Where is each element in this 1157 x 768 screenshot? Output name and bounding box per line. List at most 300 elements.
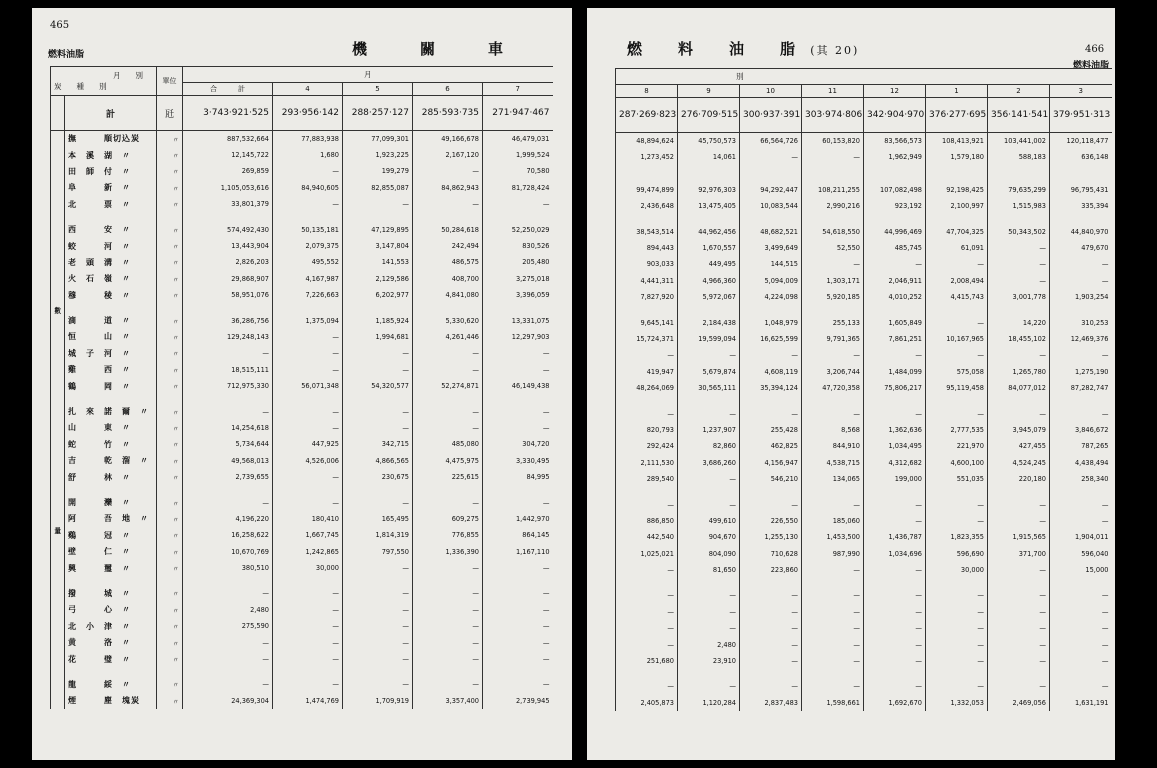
value-cell: —: [1050, 405, 1112, 421]
value-cell: 1,275,190: [1050, 364, 1112, 380]
value-cell: —: [413, 585, 483, 601]
value-cell: [1050, 214, 1112, 223]
value-cell: 1,025,021: [616, 545, 678, 561]
value-cell: 3,001,778: [988, 289, 1050, 305]
value-cell: 205,480: [483, 254, 553, 270]
value-cell: 380,510: [183, 560, 273, 576]
value-cell: —: [802, 587, 864, 603]
value-cell: —: [483, 618, 553, 634]
value-cell: —: [864, 405, 926, 421]
value-cell: —: [926, 678, 988, 694]
coal-type-name: 火 石 嶺 〃: [65, 271, 157, 287]
coal-type-name: 城 子 河 〃: [65, 345, 157, 361]
value-cell: 2,111,530: [616, 455, 678, 471]
value-cell: 4,966,360: [678, 273, 740, 289]
value-cell: —: [988, 678, 1050, 694]
value-cell: [864, 214, 926, 223]
value-cell: —: [802, 149, 864, 165]
value-cell: —: [483, 403, 553, 419]
value-cell: 81,650: [678, 562, 740, 578]
value-cell: 52,550: [802, 240, 864, 256]
value-cell: 1,237,907: [678, 422, 740, 438]
unit-cell: 〃: [157, 254, 183, 270]
value-cell: —: [926, 314, 988, 330]
value-cell: —: [802, 678, 864, 694]
page-title: [627, 38, 859, 59]
coal-type-name: 弓 心 〃: [65, 602, 157, 618]
value-cell: —: [864, 347, 926, 363]
value-cell: —: [988, 636, 1050, 652]
value-cell: 479,670: [1050, 240, 1112, 256]
unit-cell: 〃: [157, 312, 183, 328]
value-cell: [802, 578, 864, 587]
value-cell: —: [483, 602, 553, 618]
value-cell: [678, 396, 740, 405]
value-cell: 70,580: [483, 163, 553, 179]
table-row: [616, 165, 1112, 181]
table-row: [51, 378, 553, 394]
value-cell: 5,094,009: [740, 273, 802, 289]
value-cell: —: [988, 653, 1050, 669]
value-cell: [678, 214, 740, 223]
value-cell: —: [413, 676, 483, 692]
value-cell: 4,156,947: [740, 455, 802, 471]
value-cell: —: [483, 585, 553, 601]
value-cell: 84,940,605: [273, 180, 343, 196]
column-header: 7: [483, 83, 553, 96]
side-heading: [51, 131, 65, 710]
value-cell: 2,480: [678, 636, 740, 652]
value-cell: —: [864, 604, 926, 620]
value-cell: —: [864, 620, 926, 636]
total-row: [616, 98, 1112, 133]
value-cell: 1,579,180: [926, 149, 988, 165]
value-cell: 1,823,355: [926, 529, 988, 545]
left-data-table: [50, 66, 553, 709]
value-cell: [273, 485, 343, 494]
value-cell: —: [988, 620, 1050, 636]
column-header: 4: [273, 83, 343, 96]
value-cell: 134,065: [802, 471, 864, 487]
value-cell: [740, 305, 802, 314]
coal-type-name: [65, 212, 157, 221]
value-cell: —: [273, 618, 343, 634]
value-cell: 6,202,977: [343, 287, 413, 303]
value-cell: 251,680: [616, 653, 678, 669]
coal-type-name: [65, 485, 157, 494]
value-cell: 242,494: [413, 238, 483, 254]
value-cell: —: [483, 560, 553, 576]
value-cell: —: [864, 587, 926, 603]
value-cell: —: [678, 620, 740, 636]
value-cell: 92,198,425: [926, 182, 988, 198]
value-cell: —: [483, 420, 553, 436]
value-cell: 144,515: [740, 256, 802, 272]
value-cell: —: [678, 405, 740, 421]
table-row: [51, 511, 553, 527]
value-cell: 1,265,780: [988, 364, 1050, 380]
value-cell: 499,610: [678, 513, 740, 529]
value-cell: 5,734,644: [183, 436, 273, 452]
value-cell: [183, 667, 273, 676]
value-cell: 52,250,029: [483, 221, 553, 237]
value-cell: 48,682,521: [740, 223, 802, 239]
value-cell: [273, 576, 343, 585]
value-cell: 4,866,565: [343, 453, 413, 469]
value-cell: 75,806,217: [864, 380, 926, 396]
value-cell: 30,565,111: [678, 380, 740, 396]
value-cell: [183, 212, 273, 221]
value-cell: 2,826,203: [183, 254, 273, 270]
value-cell: [802, 305, 864, 314]
value-cell: 103,441,002: [988, 133, 1050, 149]
value-cell: —: [183, 651, 273, 667]
value-cell: 13,443,904: [183, 238, 273, 254]
value-cell: 92,976,303: [678, 182, 740, 198]
value-cell: 45,750,573: [678, 133, 740, 149]
value-cell: —: [616, 562, 678, 578]
value-cell: 30,000: [273, 560, 343, 576]
value-cell: —: [413, 560, 483, 576]
value-cell: —: [1050, 653, 1112, 669]
unit-cell: 〃: [157, 287, 183, 303]
value-cell: 50,343,502: [988, 223, 1050, 239]
unit-cell: 〃: [157, 147, 183, 163]
value-cell: 108,211,255: [802, 182, 864, 198]
value-cell: —: [343, 494, 413, 510]
unit-cell: [157, 212, 183, 221]
coal-type-name: [65, 303, 157, 312]
page-title: 機 關 車: [352, 40, 506, 58]
header-unit: 單位: [157, 67, 183, 96]
value-cell: —: [1050, 636, 1112, 652]
column-header-row: [616, 85, 1112, 98]
column-header: 12: [864, 85, 926, 98]
total-value: 356·141·541: [988, 98, 1050, 133]
unit-cell: 〃: [157, 511, 183, 527]
value-cell: 289,540: [616, 471, 678, 487]
value-cell: 2,008,494: [926, 273, 988, 289]
table-row: [616, 653, 1112, 669]
value-cell: 5,330,620: [413, 312, 483, 328]
table-row: [51, 527, 553, 543]
spacer-row: [616, 487, 1112, 496]
table-row: [616, 273, 1112, 289]
right-page: [587, 8, 1115, 760]
value-cell: 904,670: [678, 529, 740, 545]
value-cell: —: [926, 513, 988, 529]
unit-cell: 〃: [157, 469, 183, 485]
value-cell: 52,274,871: [413, 378, 483, 394]
value-cell: 107,082,498: [864, 182, 926, 198]
page-title-suffix: (其 20): [810, 44, 860, 57]
value-cell: [1050, 487, 1112, 496]
value-cell: 574,492,430: [183, 221, 273, 237]
value-cell: —: [413, 494, 483, 510]
value-cell: 844,910: [802, 438, 864, 454]
value-cell: —: [802, 636, 864, 652]
value-cell: [864, 487, 926, 496]
value-cell: —: [926, 496, 988, 512]
value-cell: 1,474,769: [273, 693, 343, 709]
value-cell: [483, 667, 553, 676]
value-cell: 24,369,304: [183, 693, 273, 709]
total-row: [51, 96, 553, 131]
value-cell: [183, 394, 273, 403]
value-cell: 4,475,975: [413, 453, 483, 469]
value-cell: —: [343, 560, 413, 576]
total-label: 計: [65, 96, 157, 131]
value-cell: —: [988, 496, 1050, 512]
table-row: [616, 496, 1112, 512]
value-cell: 30,000: [926, 562, 988, 578]
value-cell: 1,903,254: [1050, 289, 1112, 305]
table-row: [51, 420, 553, 436]
value-cell: —: [988, 256, 1050, 272]
table-row: [616, 380, 1112, 396]
coal-type-name: 煙 塵 塊炭: [65, 693, 157, 709]
value-cell: —: [802, 347, 864, 363]
value-cell: 10,167,965: [926, 331, 988, 347]
value-cell: 36,286,756: [183, 312, 273, 328]
value-cell: [343, 485, 413, 494]
value-cell: —: [183, 676, 273, 692]
value-cell: —: [740, 653, 802, 669]
total-value: 303·974·806: [802, 98, 864, 133]
value-cell: [988, 487, 1050, 496]
spacer-row: [51, 667, 553, 676]
coal-type-name: 興 璽 〃: [65, 560, 157, 576]
value-cell: 449,495: [678, 256, 740, 272]
value-cell: 54,320,577: [343, 378, 413, 394]
coal-type-name: 西 安 〃: [65, 221, 157, 237]
value-cell: 987,990: [802, 545, 864, 561]
value-cell: 4,600,100: [926, 455, 988, 471]
value-cell: [1050, 578, 1112, 587]
table-row: [616, 471, 1112, 487]
value-cell: 1,484,099: [864, 364, 926, 380]
unit-cell: 〃: [157, 378, 183, 394]
value-cell: [926, 669, 988, 678]
table-row: [51, 676, 553, 692]
value-cell: 551,035: [926, 471, 988, 487]
value-cell: 4,196,220: [183, 511, 273, 527]
value-cell: 96,795,431: [1050, 182, 1112, 198]
value-cell: 14,254,618: [183, 420, 273, 436]
value-cell: 1,904,011: [1050, 529, 1112, 545]
value-cell: —: [616, 496, 678, 512]
value-cell: 13,331,075: [483, 312, 553, 328]
total-value: 342·904·970: [864, 98, 926, 133]
value-cell: [926, 305, 988, 314]
value-cell: —: [343, 196, 413, 212]
value-cell: —: [483, 494, 553, 510]
value-cell: [864, 396, 926, 405]
value-cell: [740, 396, 802, 405]
value-cell: 2,184,438: [678, 314, 740, 330]
table-row: [51, 180, 553, 196]
value-cell: —: [413, 345, 483, 361]
page-number: 465: [50, 20, 70, 31]
value-cell: 1,120,284: [678, 695, 740, 711]
unit-cell: [157, 394, 183, 403]
value-cell: 58,951,076: [183, 287, 273, 303]
table-row: [51, 254, 553, 270]
table-row: [616, 256, 1112, 272]
spacer-row: [51, 485, 553, 494]
value-cell: 830,526: [483, 238, 553, 254]
value-cell: [273, 394, 343, 403]
value-cell: 2,469,056: [988, 695, 1050, 711]
table-row: [51, 602, 553, 618]
value-cell: [678, 487, 740, 496]
value-cell: 5,972,067: [678, 289, 740, 305]
value-cell: 4,224,098: [740, 289, 802, 305]
value-cell: 1,375,094: [273, 312, 343, 328]
value-cell: —: [1050, 587, 1112, 603]
coal-type-name: 老 頭 溝 〃: [65, 254, 157, 270]
value-cell: —: [183, 585, 273, 601]
value-cell: [343, 303, 413, 312]
value-cell: —: [343, 651, 413, 667]
unit-cell: 〃: [157, 420, 183, 436]
value-cell: —: [864, 653, 926, 669]
value-cell: —: [273, 676, 343, 692]
value-cell: [678, 669, 740, 678]
value-cell: 19,599,094: [678, 331, 740, 347]
value-cell: —: [483, 345, 553, 361]
table-row: [616, 240, 1112, 256]
value-cell: [183, 303, 273, 312]
spacer-row: [616, 305, 1112, 314]
value-cell: 1,048,979: [740, 314, 802, 330]
value-cell: 49,568,013: [183, 453, 273, 469]
value-cell: 54,618,550: [802, 223, 864, 239]
column-header: 2: [988, 85, 1050, 98]
value-cell: 230,675: [343, 469, 413, 485]
table-row: [51, 221, 553, 237]
value-cell: [802, 165, 864, 181]
unit-cell: 〃: [157, 436, 183, 452]
value-cell: [483, 576, 553, 585]
value-cell: 3,357,400: [413, 693, 483, 709]
value-cell: —: [616, 405, 678, 421]
coal-type-name: 北 票 〃: [65, 196, 157, 212]
value-cell: —: [1050, 273, 1112, 289]
value-cell: —: [273, 329, 343, 345]
value-cell: [1050, 396, 1112, 405]
value-cell: 12,297,903: [483, 329, 553, 345]
value-cell: 495,552: [273, 254, 343, 270]
coal-type-name: [65, 667, 157, 676]
value-cell: [988, 578, 1050, 587]
table-row: [51, 651, 553, 667]
value-cell: 221,970: [926, 438, 988, 454]
value-cell: —: [1050, 678, 1112, 694]
column-header: 5: [343, 83, 413, 96]
value-cell: 50,284,618: [413, 221, 483, 237]
value-cell: [988, 214, 1050, 223]
value-cell: 7,226,663: [273, 287, 343, 303]
value-cell: [864, 669, 926, 678]
value-cell: 95,119,458: [926, 380, 988, 396]
value-cell: 269,859: [183, 163, 273, 179]
value-cell: 776,855: [413, 527, 483, 543]
unit-cell: 〃: [157, 345, 183, 361]
value-cell: [926, 165, 988, 181]
value-cell: —: [273, 163, 343, 179]
value-cell: 185,060: [802, 513, 864, 529]
value-cell: —: [413, 618, 483, 634]
coal-type-name: 滴 道 〃: [65, 312, 157, 328]
value-cell: 180,410: [273, 511, 343, 527]
value-cell: 4,526,006: [273, 453, 343, 469]
value-cell: 864,145: [483, 527, 553, 543]
value-cell: —: [273, 634, 343, 650]
value-cell: —: [740, 496, 802, 512]
table-row: [51, 543, 553, 559]
value-cell: —: [926, 620, 988, 636]
left-page: [32, 8, 572, 760]
value-cell: 255,428: [740, 422, 802, 438]
value-cell: 12,145,722: [183, 147, 273, 163]
value-cell: 1,962,949: [864, 149, 926, 165]
value-cell: 38,543,514: [616, 223, 678, 239]
value-cell: 255,133: [802, 314, 864, 330]
coal-type-name: 本 溪 湖 〃: [65, 147, 157, 163]
value-cell: —: [988, 513, 1050, 529]
value-cell: —: [988, 604, 1050, 620]
total-value: 271·947·467: [483, 96, 553, 131]
value-cell: 223,860: [740, 562, 802, 578]
value-cell: 9,791,365: [802, 331, 864, 347]
table-row: [616, 198, 1112, 214]
column-header: 6: [413, 83, 483, 96]
value-cell: [740, 669, 802, 678]
total-value: 285·593·735: [413, 96, 483, 131]
table-row: [616, 182, 1112, 198]
value-cell: —: [802, 562, 864, 578]
value-cell: 894,443: [616, 240, 678, 256]
value-cell: —: [802, 496, 864, 512]
column-header: 10: [740, 85, 802, 98]
header-coal-label: 炭 種 別: [54, 82, 107, 91]
value-cell: —: [740, 636, 802, 652]
value-cell: 3,206,744: [802, 364, 864, 380]
table-row: [51, 238, 553, 254]
value-cell: 1,105,053,616: [183, 180, 273, 196]
value-cell: 29,868,907: [183, 271, 273, 287]
value-cell: 141,553: [343, 254, 413, 270]
value-cell: 2,739,945: [483, 693, 553, 709]
value-cell: —: [1050, 513, 1112, 529]
table-row: [616, 289, 1112, 305]
coal-type-name: 蛇 竹 〃: [65, 436, 157, 452]
value-cell: 56,071,348: [273, 378, 343, 394]
total-value: 3·743·921·525: [183, 96, 273, 131]
value-cell: 712,975,330: [183, 378, 273, 394]
value-cell: —: [988, 562, 1050, 578]
value-cell: 1,436,787: [864, 529, 926, 545]
total-value: 293·956·142: [273, 96, 343, 131]
value-cell: 46,479,031: [483, 131, 553, 147]
value-cell: 575,058: [926, 364, 988, 380]
value-cell: [988, 305, 1050, 314]
table-row: [51, 453, 553, 469]
value-cell: [802, 487, 864, 496]
value-cell: —: [678, 587, 740, 603]
column-header: 9: [678, 85, 740, 98]
